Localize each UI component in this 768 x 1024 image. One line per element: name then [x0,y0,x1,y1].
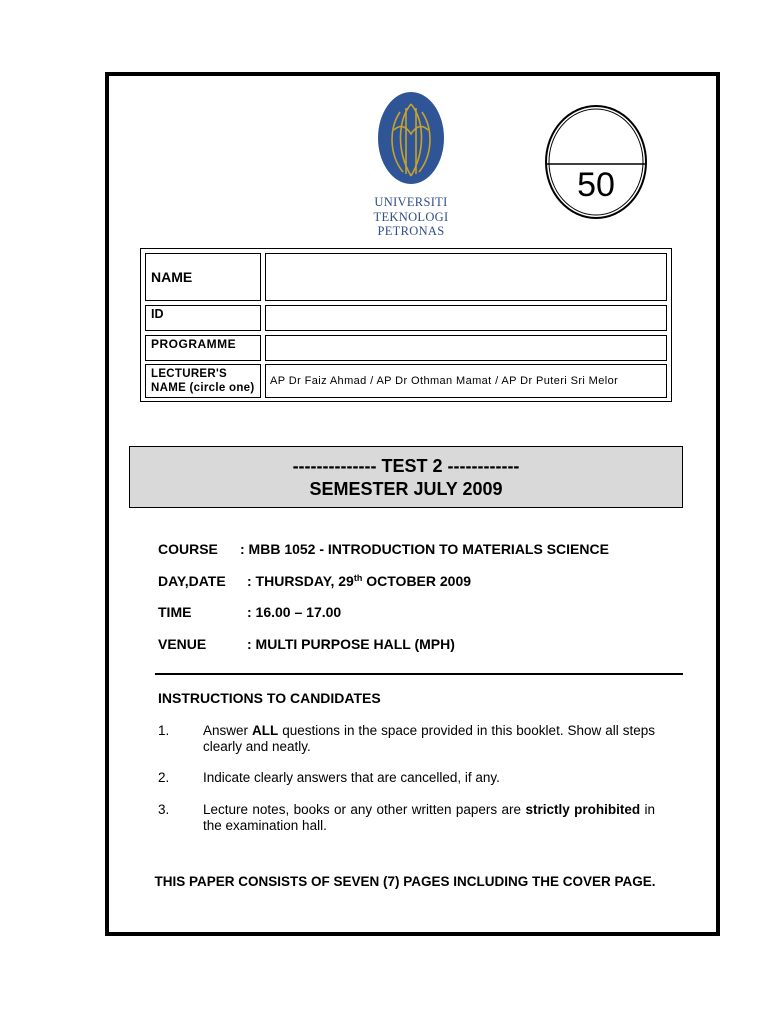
programme-row [145,335,671,361]
instructions-heading: INSTRUCTIONS TO CANDIDATES [158,690,381,706]
name-row [145,253,671,301]
venue-value: : MULTI PURPOSE HALL (MPH) [247,636,455,652]
time-value: : 16.00 – 17.00 [247,604,342,620]
name-field[interactable] [265,253,667,301]
id-label: ID [145,305,261,331]
date-label: DAY,DATE [158,573,226,589]
test-title: -------------- TEST 2 ------------ [292,456,520,476]
date-value: : THURSDAY, 29th OCTOBER 2009 [247,573,472,589]
university-name: UNIVERSITI TEKNOLOGI PETRONAS [373,195,449,238]
lecturer-options[interactable]: AP Dr Faiz Ahmad / AP Dr Othman Mamat / AP Dr Puteri Sri Melor [265,364,667,398]
section-divider [155,673,683,675]
programme-field[interactable] [265,335,667,361]
course-label: COURSE [158,541,218,557]
lecturer-label: LECTURER'S NAME (circle one) [145,364,261,398]
time-label: TIME [158,604,192,620]
id-field[interactable] [265,305,667,331]
student-info-table [140,248,672,402]
test-title-box [129,446,683,508]
name-label: NAME [145,253,261,301]
semester-title: SEMESTER JULY 2009 [309,479,503,499]
venue-label: VENUE [158,636,207,652]
page-count-note: THIS PAPER CONSISTS OF SEVEN (7) PAGES INCLUDING THE COVER PAGE. [154,874,656,889]
course-value: : MBB 1052 - INTRODUCTION TO MATERIALS SCIENCE [240,541,609,557]
id-row [145,305,671,331]
programme-label: PROGRAMME [145,335,261,361]
lecturer-row [145,364,671,398]
total-marks: 50 [577,166,615,204]
